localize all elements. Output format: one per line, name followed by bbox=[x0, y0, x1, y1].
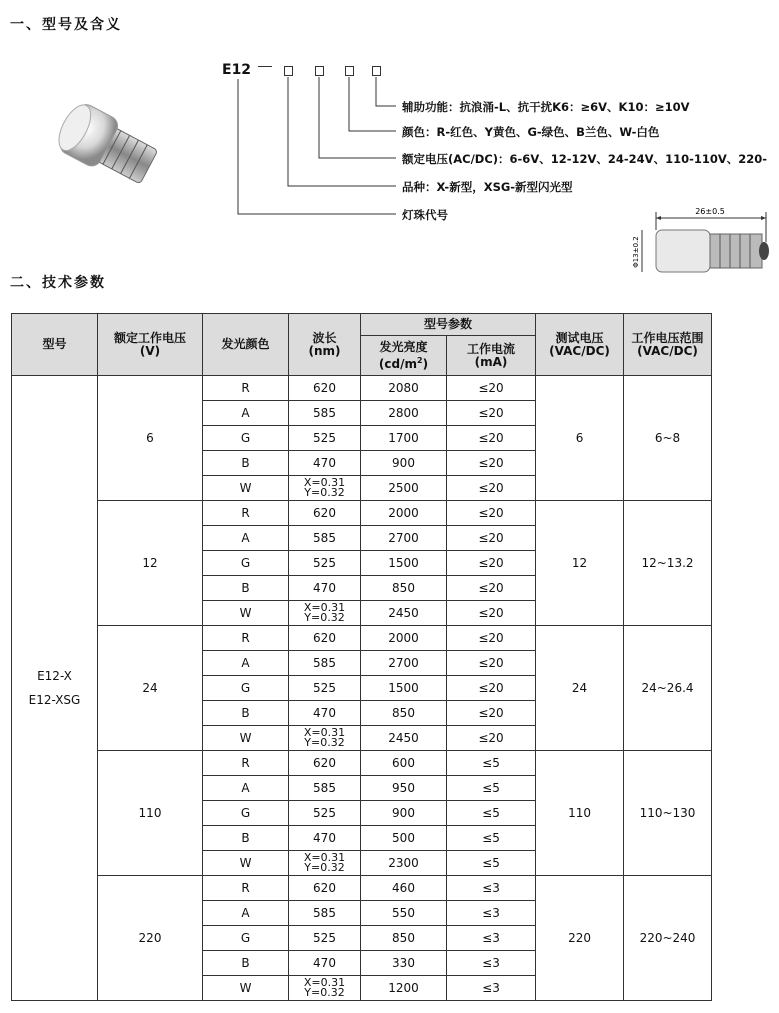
header-model-params: 型号参数 bbox=[361, 314, 536, 336]
cell-wavelength bbox=[289, 601, 361, 626]
cell-voltage-range: 220~240 bbox=[624, 876, 712, 1001]
cell-brightness: 2450 bbox=[361, 601, 447, 626]
cell-wavelength: 470 bbox=[289, 701, 361, 726]
table-row bbox=[12, 501, 712, 526]
cell-color: G bbox=[203, 926, 289, 951]
cell-color: A bbox=[203, 401, 289, 426]
cell-voltage-range: 110~130 bbox=[624, 751, 712, 876]
spec-table bbox=[11, 313, 712, 1001]
cell-wavelength: 470 bbox=[289, 576, 361, 601]
cell-current: ≤20 bbox=[447, 426, 536, 451]
cell-current: ≤20 bbox=[447, 701, 536, 726]
cell-voltage-range: 6~8 bbox=[624, 376, 712, 501]
cell-brightness: 2700 bbox=[361, 526, 447, 551]
cell-current: ≤20 bbox=[447, 401, 536, 426]
cell-current: ≤20 bbox=[447, 501, 536, 526]
code-slot-box bbox=[372, 66, 381, 76]
cell-color: G bbox=[203, 551, 289, 576]
cell-wavelength: 525 bbox=[289, 551, 361, 576]
cell-color: W bbox=[203, 851, 289, 876]
cell-color: A bbox=[203, 901, 289, 926]
cell-current: ≤20 bbox=[447, 626, 536, 651]
cell-wavelength: 620 bbox=[289, 376, 361, 401]
header-brightness-unit: (cd/m bbox=[378, 356, 417, 371]
code-base: E12 bbox=[222, 62, 252, 78]
model-name: E12-X bbox=[37, 669, 72, 683]
header-brightness-close: ) bbox=[422, 356, 429, 371]
header-wavelength: 波长 (nm) bbox=[289, 314, 361, 376]
cell-wavelength: 525 bbox=[289, 801, 361, 826]
cell-color: W bbox=[203, 476, 289, 501]
cell-current: ≤3 bbox=[447, 926, 536, 951]
header-voltage-range: 工作电压范围 (VAC/DC) bbox=[624, 314, 712, 376]
cell-color: R bbox=[203, 626, 289, 651]
cell-wavelength: 585 bbox=[289, 526, 361, 551]
cell-brightness: 2300 bbox=[361, 851, 447, 876]
code-desc-variety: 品种：X-新型，XSG-新型闪光型 bbox=[402, 180, 573, 194]
cell-brightness: 950 bbox=[361, 776, 447, 801]
header-current: 工作电流 (mA) bbox=[447, 336, 536, 376]
header-model: 型号 bbox=[12, 314, 98, 376]
cell-voltage-range: 12~13.2 bbox=[624, 501, 712, 626]
model-name: E12-XSG bbox=[28, 693, 81, 707]
cell-current: ≤3 bbox=[447, 876, 536, 901]
code-desc-rated-voltage: 额定电压(AC/DC)：6-6V、12-12V、24-24V、110-110V、220- bbox=[402, 152, 768, 166]
cell-rated-voltage: 12 bbox=[98, 501, 203, 626]
cell-brightness: 2000 bbox=[361, 626, 447, 651]
cell-current: ≤20 bbox=[447, 726, 536, 751]
cell-color: R bbox=[203, 876, 289, 901]
cell-brightness: 460 bbox=[361, 876, 447, 901]
cell-wavelength bbox=[289, 726, 361, 751]
cell-wavelength-text: X=0.31 Y=0.32 bbox=[303, 851, 346, 874]
table-row bbox=[12, 876, 712, 901]
cell-current: ≤5 bbox=[447, 776, 536, 801]
cell-brightness: 850 bbox=[361, 926, 447, 951]
cell-current: ≤20 bbox=[447, 551, 536, 576]
cell-color: A bbox=[203, 651, 289, 676]
cell-current: ≤20 bbox=[447, 526, 536, 551]
cell-test-voltage: 110 bbox=[536, 751, 624, 876]
code-slot-box bbox=[315, 66, 324, 76]
cell-wavelength: 620 bbox=[289, 876, 361, 901]
cell-brightness: 1200 bbox=[361, 976, 447, 1001]
cell-current: ≤20 bbox=[447, 451, 536, 476]
cell-current: ≤20 bbox=[447, 476, 536, 501]
cell-brightness: 900 bbox=[361, 801, 447, 826]
cell-color: G bbox=[203, 801, 289, 826]
cell-test-voltage: 12 bbox=[536, 501, 624, 626]
cell-color: B bbox=[203, 451, 289, 476]
cell-brightness: 1500 bbox=[361, 676, 447, 701]
cell-brightness: 1500 bbox=[361, 551, 447, 576]
cell-color: G bbox=[203, 676, 289, 701]
cell-brightness: 550 bbox=[361, 901, 447, 926]
cell-color: A bbox=[203, 776, 289, 801]
cell-color: B bbox=[203, 701, 289, 726]
cell-wavelength: 525 bbox=[289, 676, 361, 701]
cell-brightness: 2450 bbox=[361, 726, 447, 751]
cell-wavelength: 525 bbox=[289, 926, 361, 951]
product-photo bbox=[50, 96, 165, 196]
header-brightness-label: 发光亮度 bbox=[379, 339, 428, 354]
cell-current: ≤3 bbox=[447, 901, 536, 926]
cell-rated-voltage: 24 bbox=[98, 626, 203, 751]
cell-color: W bbox=[203, 601, 289, 626]
cell-wavelength-text: X=0.31 Y=0.32 bbox=[303, 476, 346, 499]
cell-wavelength: 620 bbox=[289, 501, 361, 526]
header-rated-voltage: 额定工作电压 (V) bbox=[98, 314, 203, 376]
table-row bbox=[12, 376, 712, 401]
cell-color: A bbox=[203, 526, 289, 551]
cell-wavelength-text: X=0.31 Y=0.32 bbox=[303, 726, 346, 749]
cell-current: ≤20 bbox=[447, 601, 536, 626]
code-desc-aux-function: 辅助功能：抗浪涌-L、抗干扰K6：≥6V、K10：≥10V bbox=[402, 100, 690, 114]
cell-brightness: 850 bbox=[361, 576, 447, 601]
code-slot-box bbox=[345, 66, 354, 76]
cell-current: ≤5 bbox=[447, 801, 536, 826]
table-row bbox=[12, 751, 712, 776]
cell-rated-voltage: 110 bbox=[98, 751, 203, 876]
section-title-tech-params: 二、技术参数 bbox=[10, 275, 106, 291]
header-brightness bbox=[361, 336, 447, 376]
cell-wavelength: 525 bbox=[289, 426, 361, 451]
code-slot-box bbox=[284, 66, 293, 76]
cell-current: ≤5 bbox=[447, 826, 536, 851]
cell-brightness: 1700 bbox=[361, 426, 447, 451]
code-desc-color: 颜色：R-红色、Y黄色、G-绿色、B兰色、W-白色 bbox=[402, 125, 660, 139]
cell-current: ≤5 bbox=[447, 751, 536, 776]
header-color: 发光颜色 bbox=[203, 314, 289, 376]
cell-wavelength-text: X=0.31 Y=0.32 bbox=[303, 976, 346, 999]
cell-color: W bbox=[203, 976, 289, 1001]
cell-wavelength: 585 bbox=[289, 401, 361, 426]
cell-current: ≤20 bbox=[447, 576, 536, 601]
cell-wavelength: 585 bbox=[289, 901, 361, 926]
header-test-voltage: 测试电压 (VAC/DC) bbox=[536, 314, 624, 376]
cell-wavelength: 470 bbox=[289, 951, 361, 976]
cell-brightness: 2700 bbox=[361, 651, 447, 676]
cell-wavelength: 620 bbox=[289, 626, 361, 651]
cell-brightness: 900 bbox=[361, 451, 447, 476]
cell-brightness: 2000 bbox=[361, 501, 447, 526]
cell-wavelength: 470 bbox=[289, 451, 361, 476]
dimension-diameter-label: Φ13±0.2 bbox=[632, 236, 640, 268]
cell-brightness: 2080 bbox=[361, 376, 447, 401]
cell-brightness: 2800 bbox=[361, 401, 447, 426]
cell-wavelength: 470 bbox=[289, 826, 361, 851]
cell-color: B bbox=[203, 826, 289, 851]
cell-current: ≤20 bbox=[447, 376, 536, 401]
cell-wavelength: 585 bbox=[289, 776, 361, 801]
cell-brightness: 600 bbox=[361, 751, 447, 776]
cell-color: B bbox=[203, 576, 289, 601]
cell-wavelength bbox=[289, 851, 361, 876]
cell-current: ≤5 bbox=[447, 851, 536, 876]
cell-brightness: 500 bbox=[361, 826, 447, 851]
cell-wavelength-text: X=0.31 Y=0.32 bbox=[303, 601, 346, 624]
cell-color: R bbox=[203, 751, 289, 776]
cell-brightness: 2500 bbox=[361, 476, 447, 501]
cell-wavelength bbox=[289, 976, 361, 1001]
cell-model bbox=[12, 376, 98, 1001]
cell-rated-voltage: 220 bbox=[98, 876, 203, 1001]
section-title-model-meaning: 一、型号及含义 bbox=[10, 17, 122, 33]
cell-test-voltage: 24 bbox=[536, 626, 624, 751]
cell-rated-voltage: 6 bbox=[98, 376, 203, 501]
cell-color: R bbox=[203, 376, 289, 401]
cell-color: B bbox=[203, 951, 289, 976]
code-desc-lamp-code: 灯珠代号 bbox=[402, 208, 448, 222]
cell-test-voltage: 6 bbox=[536, 376, 624, 501]
cell-brightness: 330 bbox=[361, 951, 447, 976]
cell-color: G bbox=[203, 426, 289, 451]
dimension-drawing bbox=[616, 202, 779, 282]
table-row bbox=[12, 626, 712, 651]
cell-current: ≤3 bbox=[447, 951, 536, 976]
dimension-length-label: 26±0.5 bbox=[695, 207, 725, 216]
cell-wavelength bbox=[289, 476, 361, 501]
cell-voltage-range: 24~26.4 bbox=[624, 626, 712, 751]
cell-color: W bbox=[203, 726, 289, 751]
cell-current: ≤20 bbox=[447, 651, 536, 676]
cell-current: ≤3 bbox=[447, 976, 536, 1001]
cell-wavelength: 585 bbox=[289, 651, 361, 676]
cell-brightness: 850 bbox=[361, 701, 447, 726]
cell-test-voltage: 220 bbox=[536, 876, 624, 1001]
header-brightness-sup: 2 bbox=[417, 355, 423, 365]
cell-wavelength: 620 bbox=[289, 751, 361, 776]
spec-table-body bbox=[12, 376, 712, 1001]
cell-current: ≤20 bbox=[447, 676, 536, 701]
cell-color: R bbox=[203, 501, 289, 526]
code-dash bbox=[258, 66, 272, 67]
